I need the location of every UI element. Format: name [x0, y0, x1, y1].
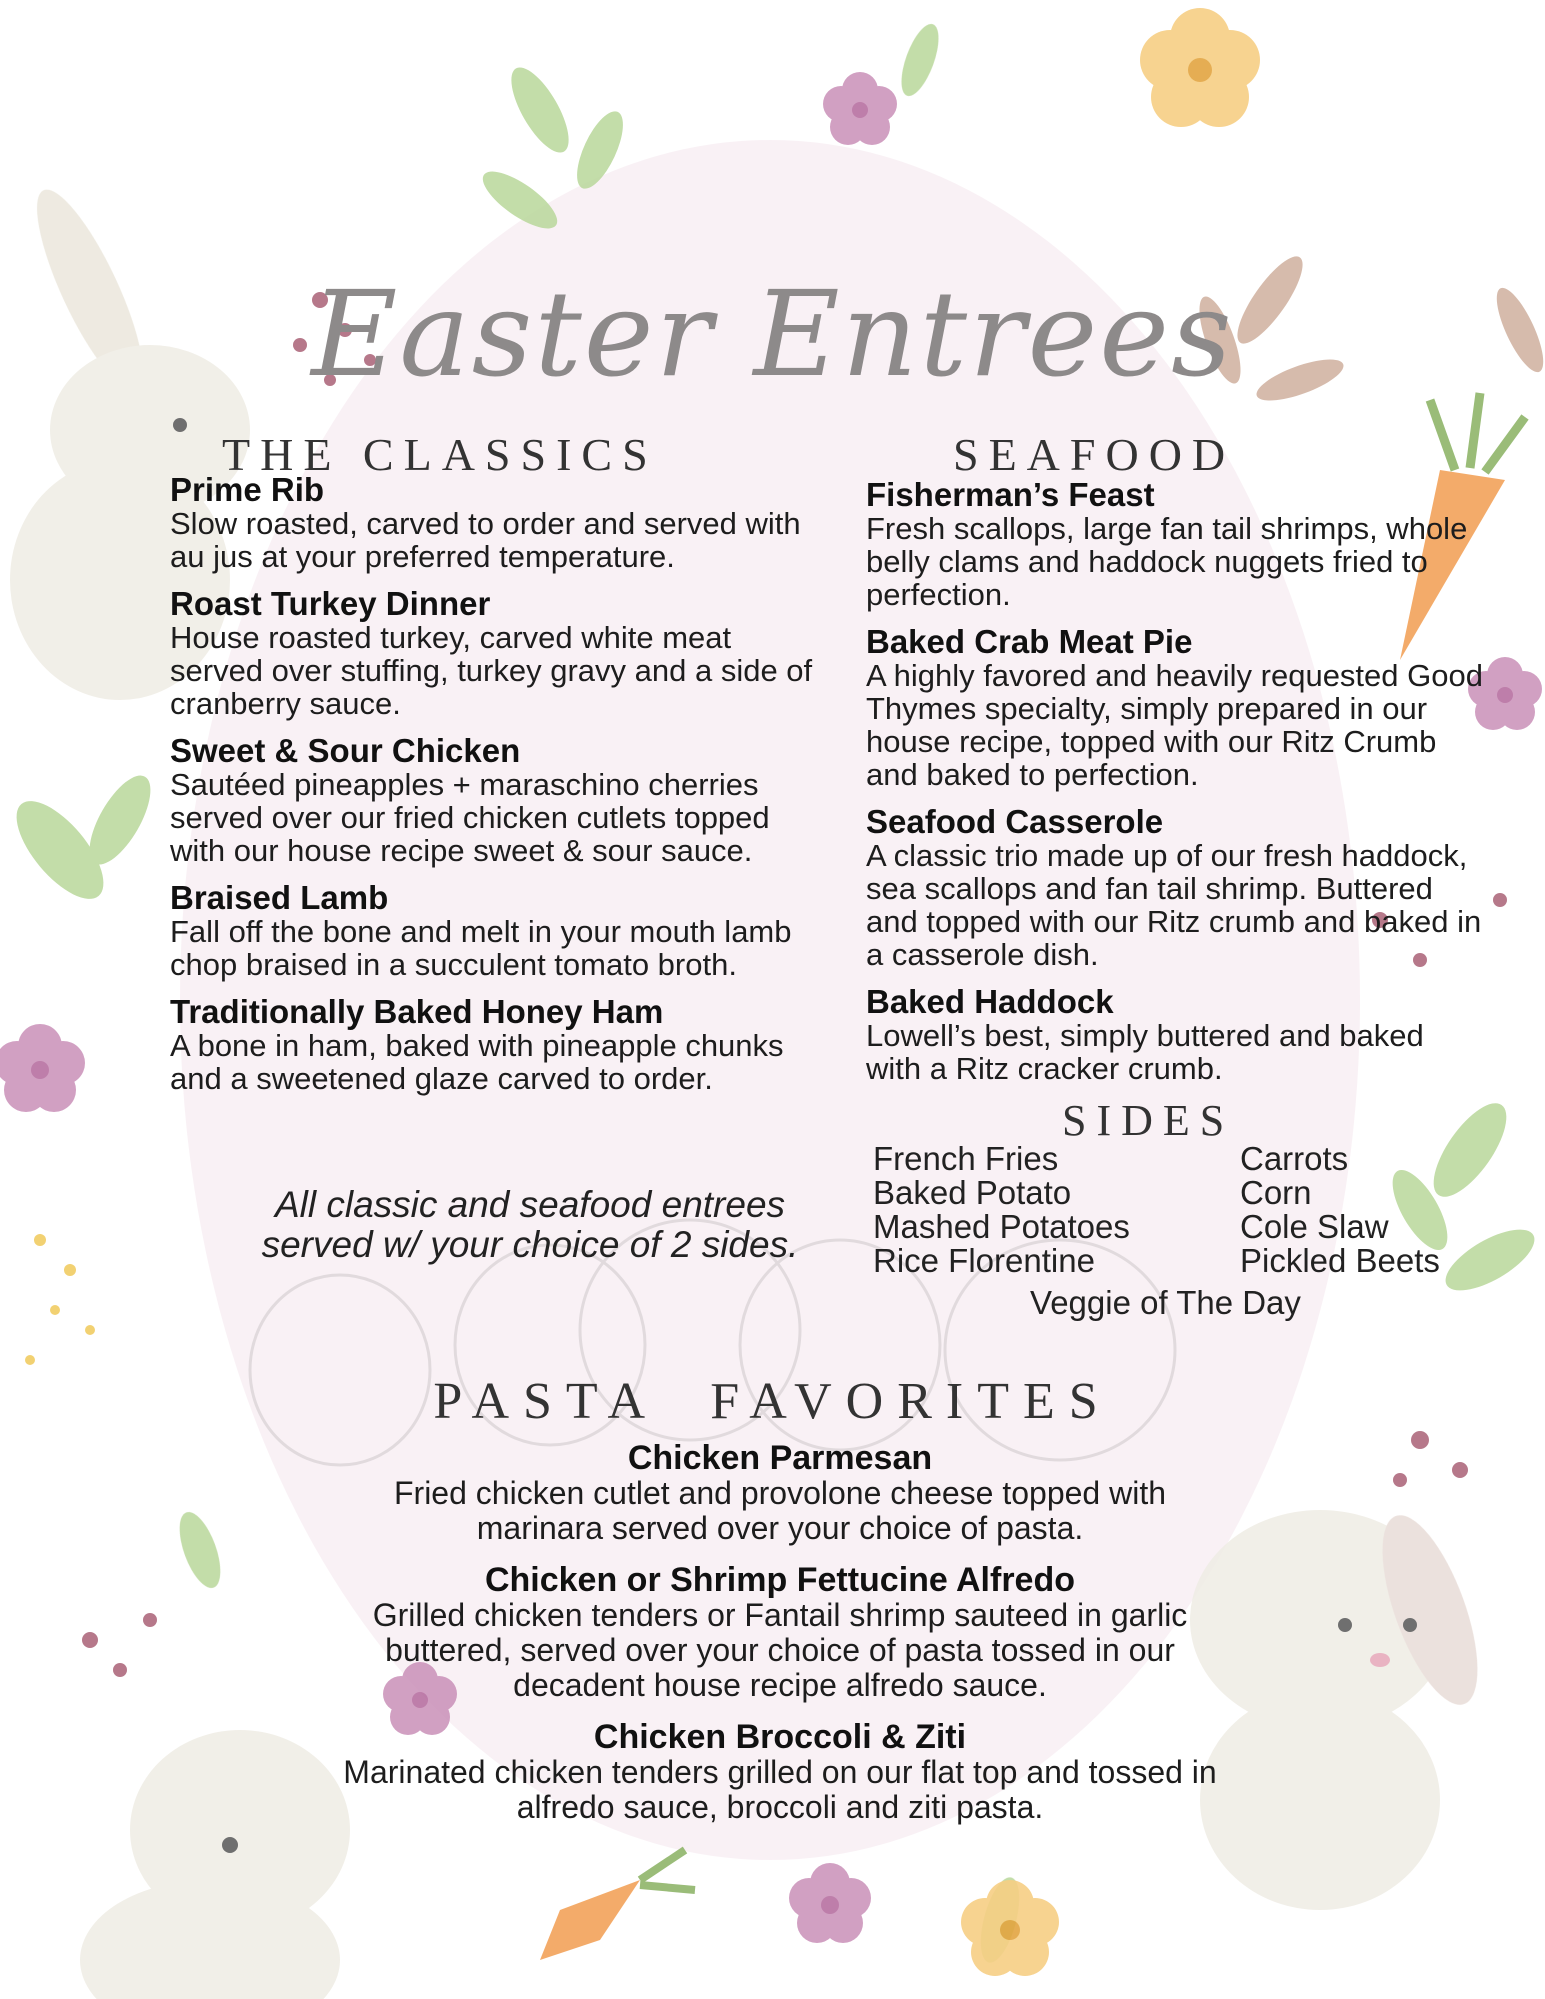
menu-item: [866, 625, 1486, 791]
menu-item: [866, 805, 1486, 971]
item-description: A highly favored and heavily requested Good Thymes specialty, simply prepared in our house recipe, topped with our Ritz Crumb and baked to perfection.: [866, 658, 1483, 792]
menu-item: [170, 995, 830, 1095]
item-description: House roasted turkey, carved white meat served over stuffing, turkey gravy and a side of cranberry sauce.: [170, 620, 813, 721]
pasta-column: [300, 1440, 1260, 1839]
item-name: Sweet & Sour Chicken: [170, 732, 521, 769]
menu-item: [300, 1440, 1260, 1546]
item-name: Braised Lamb: [170, 879, 389, 916]
menu-title: Easter Entrees: [311, 265, 1234, 403]
classics-heading: THE CLASSICS: [222, 429, 658, 480]
item-description: A bone in ham, baked with pineapple chunks and a sweetened glaze carved to order.: [170, 1028, 784, 1096]
item-description: Fried chicken cutlet and provolone cheese topped with marinara served over your choice of pasta.: [393, 1475, 1167, 1546]
item-description: Sautéed pineapples + maraschino cherries served over our fried chicken cutlets topped with our house recipe sweet & sour sauce.: [170, 767, 770, 868]
item-description: Fresh scallops, large fan tail shrimps, whole belly clams and haddock nuggets fried to perfection.: [866, 511, 1468, 612]
menu-item: [170, 587, 830, 720]
item-description: Slow roasted, carved to order and served with au jus at your preferred temperature.: [170, 506, 801, 574]
item-name: Baked Crab Meat Pie: [866, 623, 1193, 660]
item-description: A classic trio made up of our fresh haddock, sea scallops and fan tail shrimp. Buttered and topped with our Ritz crumb and baked in a casserole dish.: [866, 838, 1482, 972]
menu-item: [170, 734, 830, 867]
side-item: Mashed Potatoes: [873, 1208, 1130, 1245]
side-item: French Fries: [873, 1140, 1059, 1177]
item-name: Baked Haddock: [866, 983, 1114, 1020]
sides-list-right: [1240, 1142, 1440, 1278]
menu-item: [300, 1562, 1260, 1703]
menu-item: [866, 985, 1486, 1085]
menu-item: [866, 478, 1486, 611]
side-item: Pickled Beets: [1240, 1242, 1440, 1279]
item-name: Chicken Broccoli & Ziti: [593, 1718, 967, 1756]
side-item: Corn: [1240, 1174, 1312, 1211]
sides-note: All classic and seafood entrees served w/ your choice of 2 sides.: [261, 1184, 799, 1265]
item-name: Prime Rib: [170, 471, 325, 508]
item-name: Seafood Casserole: [866, 803, 1164, 840]
item-description: Grilled chicken tenders or Fantail shrimp sauteed in garlic buttered, served over your choice of pasta tossed in our decadent house recipe alfredo sauce.: [372, 1597, 1188, 1703]
side-item: Carrots: [1240, 1140, 1349, 1177]
sides-heading: SIDES: [1062, 1096, 1235, 1145]
item-name: Roast Turkey Dinner: [170, 585, 491, 622]
side-item: Rice Florentine: [873, 1242, 1095, 1279]
side-item: Cole Slaw: [1240, 1208, 1389, 1245]
classics-column: [170, 473, 830, 1109]
seafood-heading: SEAFOOD: [953, 429, 1236, 480]
item-name: Fisherman’s Feast: [866, 476, 1155, 513]
item-name: Chicken Parmesan: [627, 1439, 933, 1477]
sides-list-left: [873, 1142, 1130, 1278]
menu-item: [170, 881, 830, 981]
seafood-column: [866, 478, 1486, 1099]
item-name: Chicken or Shrimp Fettucine Alfredo: [484, 1561, 1076, 1599]
item-name: Traditionally Baked Honey Ham: [170, 993, 664, 1030]
side-item: Baked Potato: [873, 1174, 1072, 1211]
side-item-veggie: Veggie of The Day: [1030, 1284, 1301, 1321]
yellow-buds: [25, 1234, 95, 1365]
item-description: Marinated chicken tenders grilled on our flat top and tossed in alfredo sauce, broccoli and ziti pasta.: [343, 1754, 1217, 1825]
menu-item: [300, 1719, 1260, 1825]
item-description: Lowell’s best, simply buttered and baked with a Ritz cracker crumb.: [866, 1018, 1424, 1086]
item-description: Fall off the bone and melt in your mouth lamb chop braised in a succulent tomato broth.: [170, 914, 792, 982]
menu-item: [170, 473, 830, 573]
pasta-heading: PASTA FAVORITES: [433, 1373, 1112, 1430]
